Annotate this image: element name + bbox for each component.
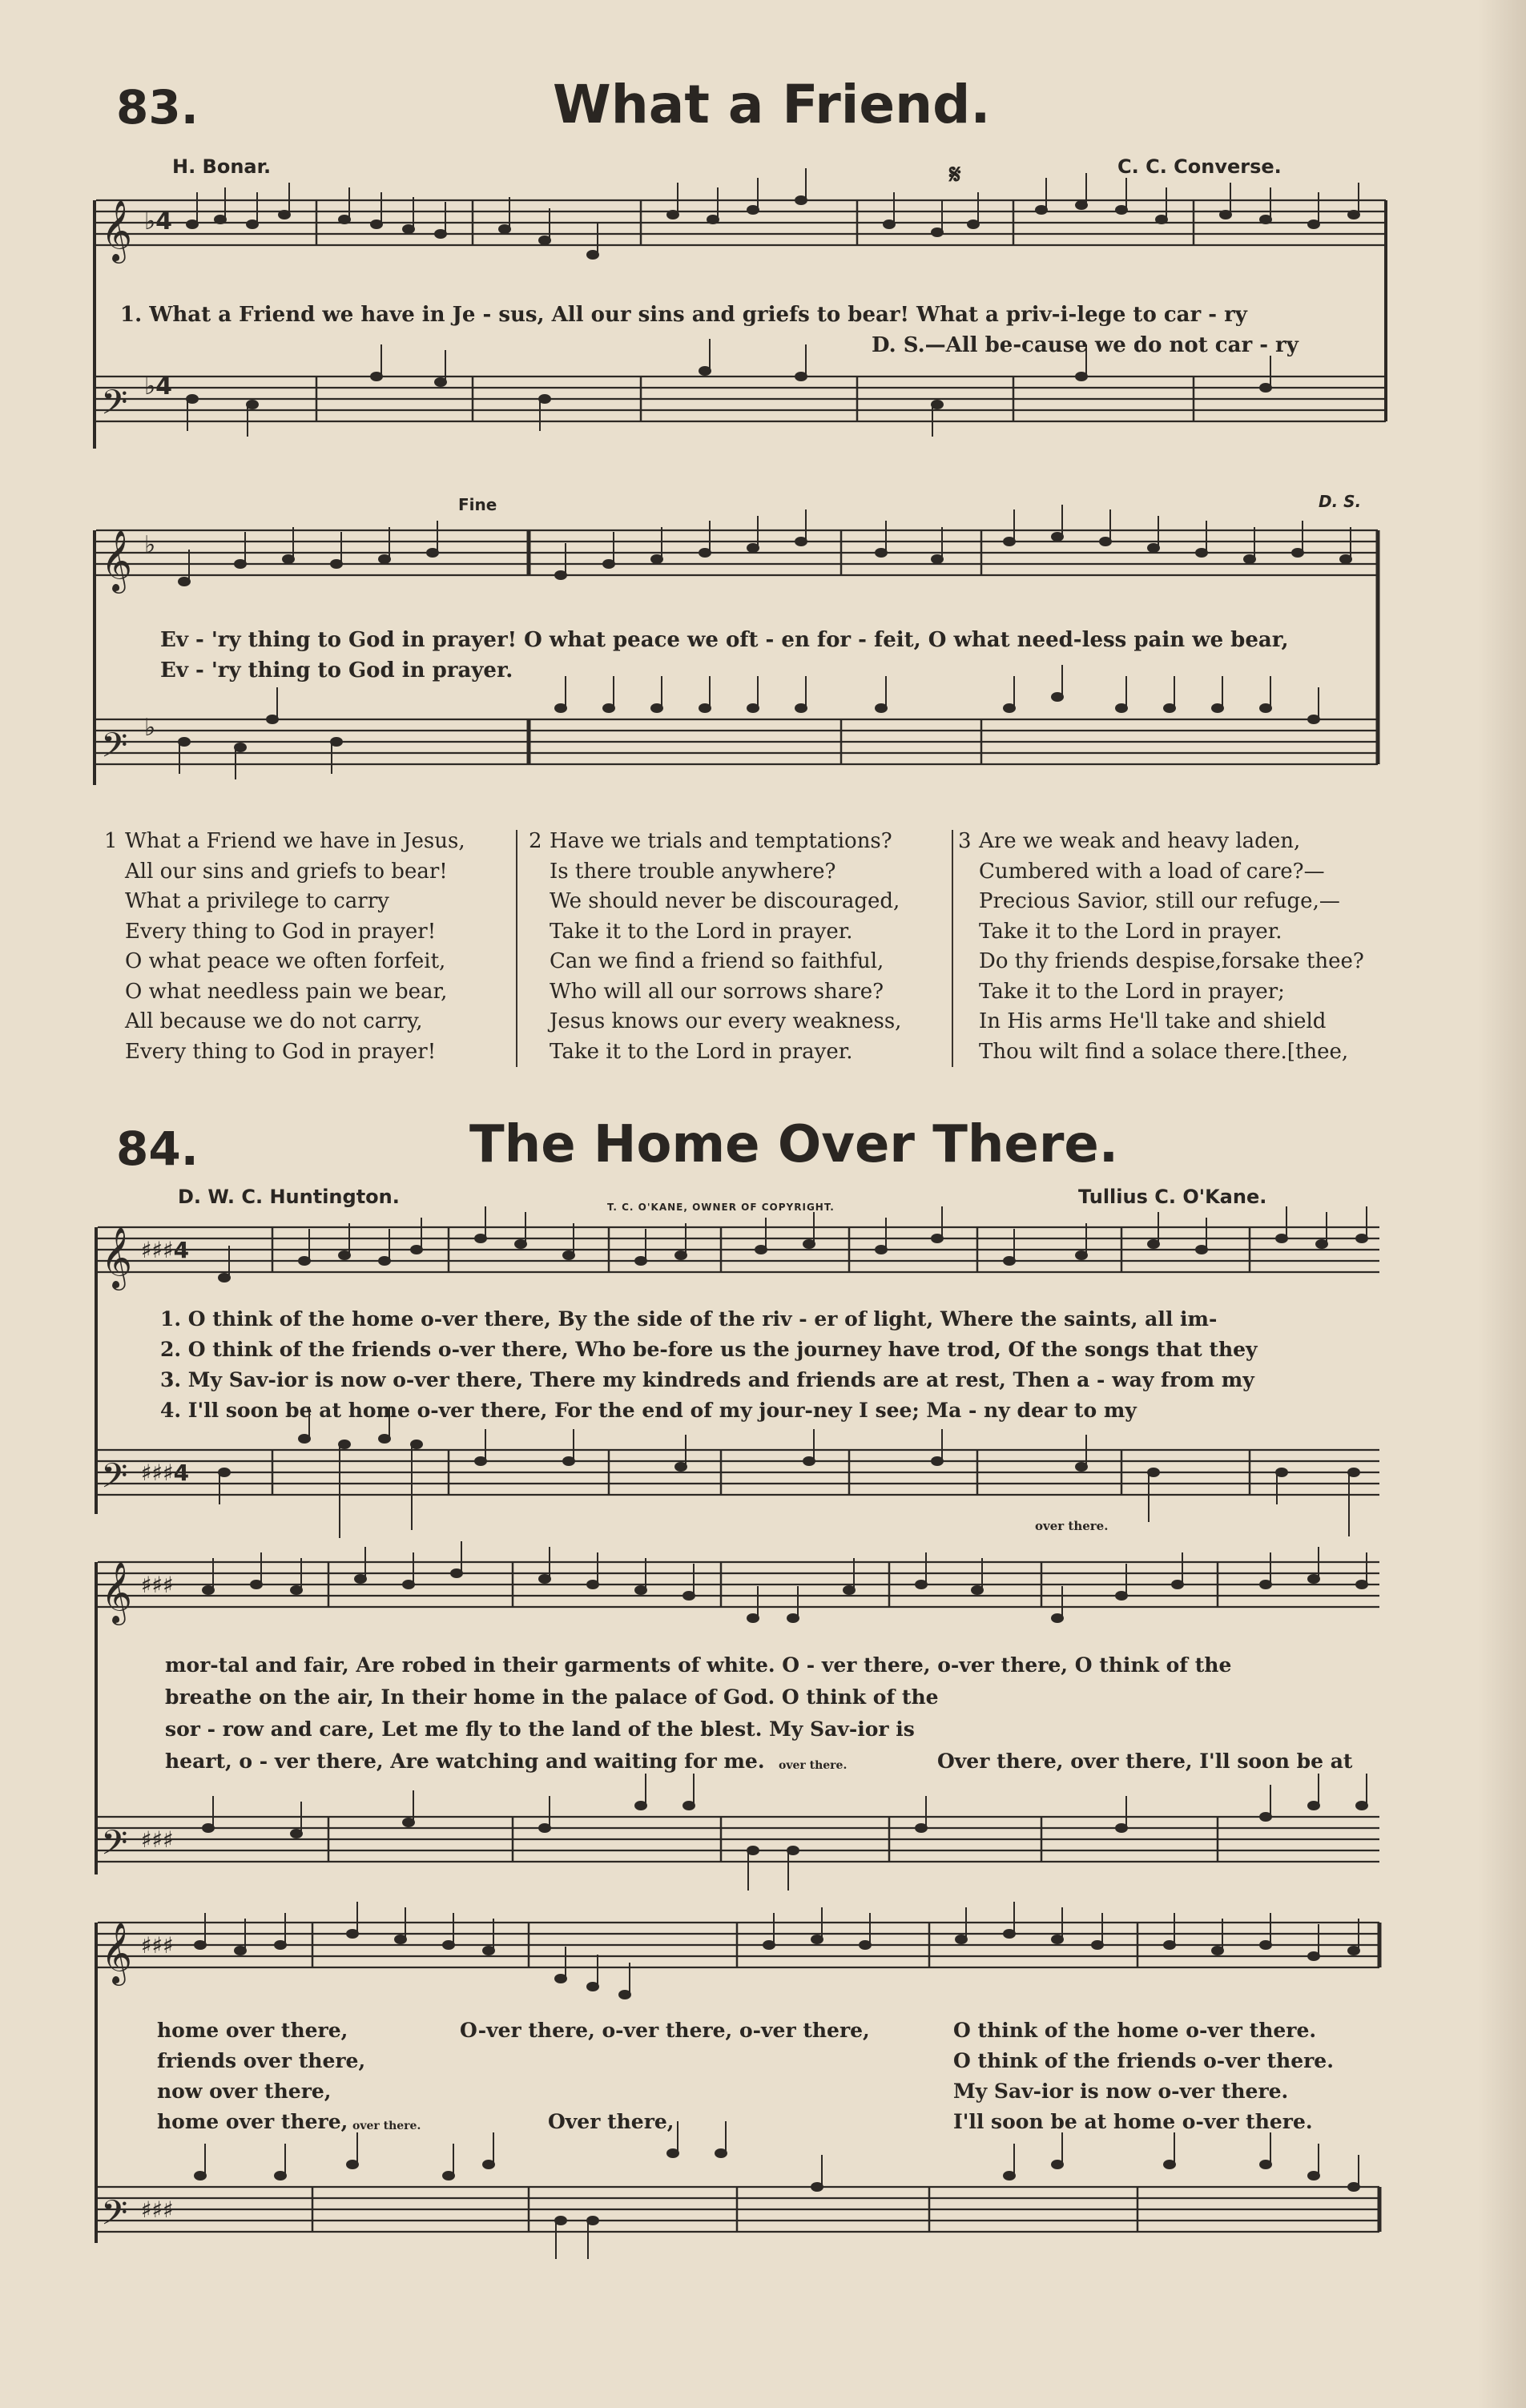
hymn-84-system-2-line-3: sor - row and care, Let me fly to the land of the blest. My Sav-ior is (165, 1717, 915, 1741)
hymn-84-system-2-line-4: heart, o - ver there, Are watching and waiting for me. (165, 1750, 765, 1773)
hymn-84-system-2-line-4-tail: Over there, over there, I'll soon be at (937, 1750, 1353, 1773)
verse-line: O what needless pain we bear, (125, 979, 448, 1004)
hymn-84-bass-over-there: over there. (1035, 1519, 1109, 1533)
hymn-84-system-3-right-2: O think of the friends o-ver there. (953, 2049, 1334, 2072)
verse-line: All because we do not carry, (125, 1009, 423, 1033)
svg-text:♯♯♯4: ♯♯♯4 (141, 1460, 190, 1486)
svg-text:𝄢: 𝄢 (101, 726, 128, 774)
segno-sign: 𝄋 (949, 159, 961, 191)
svg-text:♯♯♯: ♯♯♯ (141, 1826, 174, 1853)
hymn-84-copyright: T. C. O'KANE, OWNER OF COPYRIGHT. (607, 1202, 835, 1213)
hymn-83-system-1-ds-line: D. S.—All be-cause we do not car - ry (872, 333, 1299, 357)
hymn-84-system-3-right-4: I'll soon be at home o-ver there. (953, 2110, 1313, 2133)
svg-text:♭: ♭ (144, 531, 156, 559)
hymn-84-system-3-right-3: My Sav-ior is now o-ver there. (953, 2080, 1289, 2103)
verse-line: Take it to the Lord in prayer; (979, 979, 1285, 1004)
verse-line: Are we weak and heavy laden, (979, 829, 1301, 853)
hymn-84-title: The Home Over There. (469, 1115, 1119, 1174)
svg-text:𝄢: 𝄢 (101, 1823, 128, 1871)
verse-line: We should never be discouraged, (550, 889, 900, 913)
hymn-84-system-3-left-4: home over there, (157, 2110, 348, 2133)
svg-text:♭4: ♭4 (144, 372, 173, 401)
svg-text:𝄞: 𝄞 (101, 1561, 133, 1623)
hymn-83-system-1-verse-line: 1. What a Friend we have in Je - sus, All our sins and griefs to bear! What a priv-i-lege to car - ry (120, 303, 1247, 327)
verse-line: Every thing to God in prayer! (125, 919, 437, 944)
hymn-83-system-2-ds-line: Ev - 'ry thing to God in prayer. (160, 658, 513, 683)
hymn-83-composer: C. C. Converse. (1117, 155, 1282, 178)
hymn-84-system-3-right-1: O think of the home o-ver there. (953, 2019, 1317, 2042)
svg-text:♯♯♯: ♯♯♯ (141, 1572, 174, 1598)
hymn-84-system-1-line-4: 4. I'll soon be at home o-ver there, For the end of my jour-ney I see; Ma - ny dear to my (160, 1399, 1137, 1422)
verse-line: Take it to the Lord in prayer. (550, 919, 853, 944)
verse-line: Take it to the Lord in prayer. (979, 919, 1282, 944)
hymn-84-system-3-left-3: now over there, (157, 2080, 332, 2103)
verse-line: What a privilege to carry (125, 889, 389, 913)
hymn-84-system-1-line-1: 1. O think of the home o-ver there, By the side of the riv - er of light, Where the saints, all im- (160, 1307, 1218, 1331)
hymn-84-number: 84. (116, 1121, 199, 1176)
verse-line: Have we trials and temptations? (550, 829, 892, 853)
svg-text:𝄞: 𝄞 (101, 199, 133, 261)
verse-line: Who will all our sorrows share? (550, 979, 884, 1004)
verse-line: Cumbered with a load of care?— (979, 859, 1325, 884)
hymn-84-system-3-over-there-small: over there. (352, 2120, 421, 2132)
verse-number: 3 (958, 829, 972, 853)
svg-text:♯♯♯4: ♯♯♯4 (141, 1237, 190, 1263)
hymn-84-system-1-line-3: 3. My Sav-ior is now o-ver there, There my kindreds and friends are at rest, Then a - way from my (160, 1368, 1254, 1391)
verse-line: Jesus knows our every weakness, (550, 1009, 902, 1033)
hymn-84-composer: Tullius C. O'Kane. (1078, 1186, 1267, 1208)
verse-number: 1 (104, 829, 118, 853)
verse-line: What a Friend we have in Jesus, (125, 829, 465, 853)
hymn-84-system-2-line-2: breathe on the air, In their home in the palace of God. O think of the (165, 1685, 939, 1709)
hymn-84-system-3-left-2: friends over there, (157, 2049, 366, 2072)
svg-text:𝄢: 𝄢 (101, 2193, 128, 2241)
svg-text:𝄞: 𝄞 (101, 1922, 133, 1983)
hymn-84-system-2-line-1: mor-tal and fair, Are robed in their garments of white. O - ver there, o-ver there, O think of the (165, 1653, 1232, 1677)
verse-line: O what peace we often forfeit, (125, 949, 446, 973)
verse-line: Precious Savior, still our refuge,— (979, 889, 1340, 913)
verse-number: 2 (529, 829, 542, 853)
svg-text:𝄢: 𝄢 (101, 1456, 128, 1504)
verse-line: Take it to the Lord in prayer. (550, 1039, 853, 1064)
hymn-84-system-1-line-2: 2. O think of the friends o-ver there, Who be-fore us the journey have trod, Of the songs that they (160, 1338, 1258, 1361)
verse-line: Thou wilt find a solace there.[thee, (979, 1039, 1349, 1064)
verse-line: All our sins and griefs to bear! (125, 859, 448, 884)
verse-line: Every thing to God in prayer! (125, 1039, 437, 1064)
verse-line: In His arms He'll take and shield (979, 1009, 1327, 1033)
svg-text:♭4: ♭4 (144, 207, 173, 236)
hymn-83-number: 83. (116, 80, 199, 135)
verse-line: Can we find a friend so faithful, (550, 949, 884, 973)
hymn-83-author: H. Bonar. (172, 155, 272, 178)
hymn-84-system-2-over-there-small: over there. (779, 1759, 848, 1772)
svg-text:𝄞: 𝄞 (101, 1226, 133, 1288)
hymn-84-system-3-mid-1: O-ver there, o-ver there, o-ver there, (460, 2019, 870, 2042)
svg-text:♭: ♭ (144, 714, 156, 742)
fine-mark: Fine (458, 495, 497, 514)
hymn-83-title: What a Friend. (553, 74, 991, 135)
svg-text:𝄞: 𝄞 (101, 530, 133, 591)
hymn-84-system-3-mid-4: Over there, (548, 2110, 674, 2133)
verse-line: Do thy friends despise,forsake thee? (979, 949, 1364, 973)
hymn-84-system-3-left-1: home over there, (157, 2019, 348, 2042)
ds-mark: D. S. (1319, 492, 1362, 511)
hymn-84-author: D. W. C. Huntington. (178, 1186, 400, 1208)
svg-text:𝄢: 𝄢 (101, 383, 128, 431)
svg-text:♯♯♯: ♯♯♯ (141, 1932, 174, 1959)
verse-line: Is there trouble anywhere? (550, 859, 836, 884)
hymn-83-system-2-verse-line: Ev - 'ry thing to God in prayer! O what peace we oft - en for - feit, O what need-less pain we bear, (160, 628, 1289, 652)
svg-text:♯♯♯: ♯♯♯ (141, 2197, 174, 2223)
